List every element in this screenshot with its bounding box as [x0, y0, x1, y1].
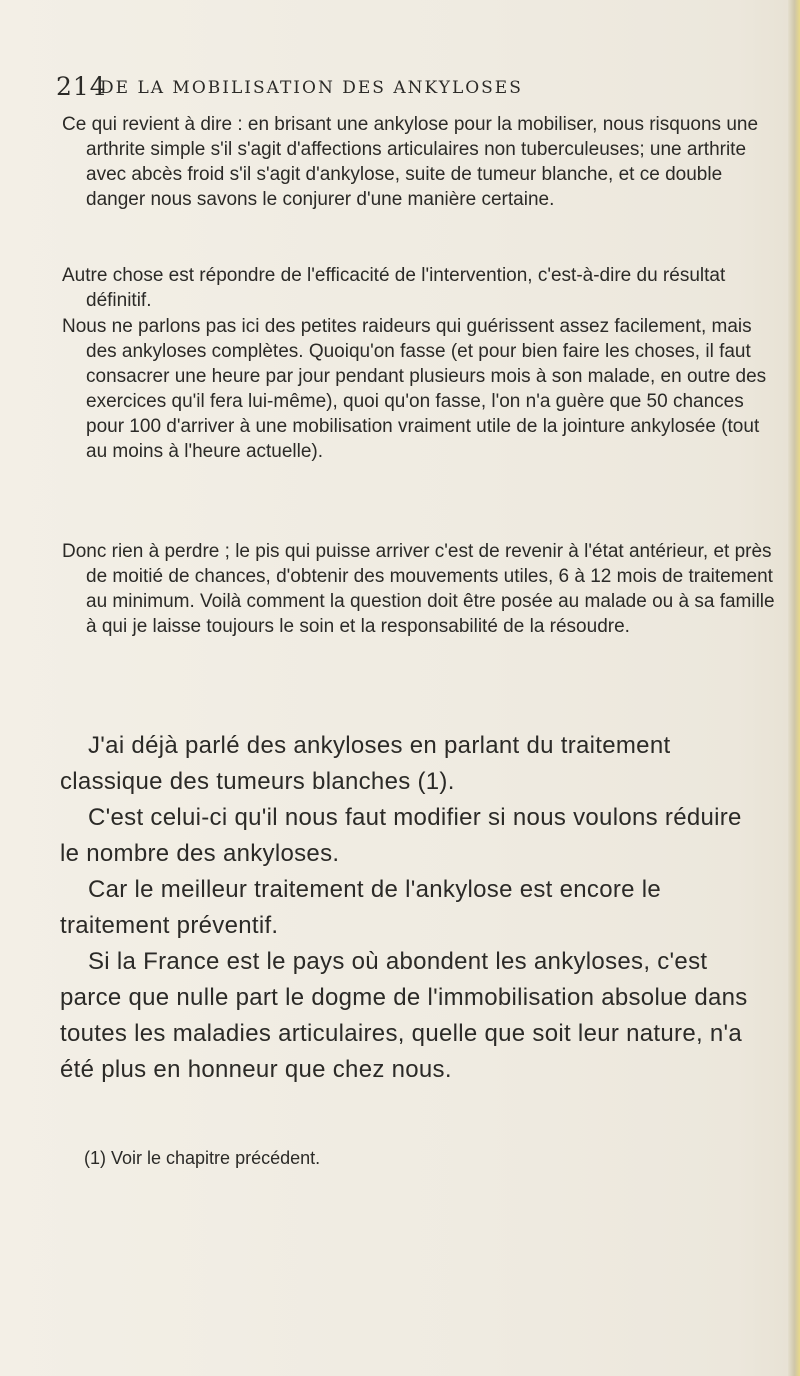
paragraph-classic-treatment: J'ai déjà parlé des ankyloses en parlant du traitement classique des tumeurs blanches (1). [60, 732, 671, 795]
paragraph-ankyloses: Nous ne parlons pas ici des petites raideurs qui guérissent assez facilement, mais des ankyloses complètes. Quoiqu'on fasse (et pour bien faire les choses, il faut consacrer une heure par jour pendant plusieurs mois à son malade, en outre des exercices qu'il fera lui-même), quoi qu'on fasse, l'on n'a guère que 50 chances pour 100 d'arriver à une mobilisation vraiment utile de la jointure ankylosée (tout au moins à l'heure actuelle). [62, 316, 767, 462]
footnote: (1) Voir le chapitre précédent. [84, 1148, 321, 1168]
paragraph-risks: Ce qui revient à dire : en brisant une ankylose pour la mobiliser, nous risquons une arthrite simple s'il s'agit d'affections articulaires non tuberculeuses; une arthrite avec abcès froid s'il s'agit d'ankylose, suite de tumeur blanche, et ce double danger nous savons le conjurer d'une manière certaine. [62, 114, 759, 210]
paragraph-modify: C'est celui-ci qu'il nous faut modifier si nous voulons réduire le nombre des ankyloses. [60, 804, 742, 867]
paragraph-conclusion: Donc rien à perdre ; le pis qui puisse arriver c'est de revenir à l'état antérieur, et près de moitié de chances, d'obtenir des mouvements utiles, 6 à 12 mois de traitement au minimum. Voilà comment la question doit être posée au malade ou à sa famille à qui je laisse toujours le soin et la responsabilité de la résoudre. [62, 541, 775, 637]
page-number: 214 [56, 72, 107, 101]
running-head [56, 72, 736, 108]
page-edge [788, 0, 800, 1376]
paragraph-france: Si la France est le pays où abondent les ankyloses, c'est parce que nulle part le dogme de l'immobilisation absolue dans toutes les maladies articulaires, quelle que soit leur nature, n'a été plus en honneur que chez nous. [60, 948, 748, 1083]
running-title: DE LA MOBILISATION DES ANKYLOSES [100, 78, 523, 98]
paragraph-preventive: Car le meilleur traitement de l'ankylose est encore le traitement préventif. [60, 876, 662, 939]
paragraph-efficacy: Autre chose est répondre de l'efficacité de l'intervention, c'est-à-dire du résultat définitif. [62, 265, 726, 311]
